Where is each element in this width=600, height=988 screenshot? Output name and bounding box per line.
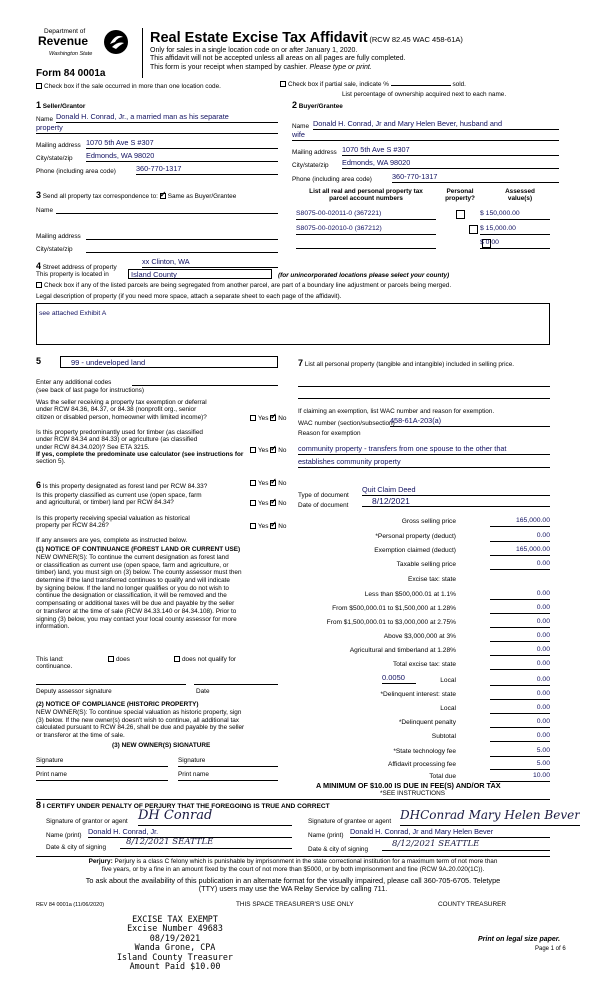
street-address-field[interactable]: xx Clinton, WA	[142, 258, 278, 268]
see-instructions-note: *SEE INSTRUCTIONS	[380, 790, 445, 797]
form-number: Form 84 0001a	[36, 68, 106, 79]
land-does-not-check[interactable]: does not qualify for	[174, 656, 236, 663]
seller-city-label: City/state/zip	[36, 155, 73, 162]
tax-row-value[interactable]: 0.00	[490, 604, 550, 614]
type-or-print: Please type or print.	[309, 63, 372, 71]
owner-print-field-1[interactable]	[36, 779, 168, 781]
assessed-value-1[interactable]: $ 150,000.00	[480, 210, 550, 220]
codes-note: (see back of last page for instructions)	[36, 387, 144, 394]
dor-logo	[34, 28, 134, 70]
parcel-number-3[interactable]	[296, 239, 436, 249]
additional-codes-label: Enter any additional codes	[36, 379, 112, 386]
segregation-check[interactable]: Check box if any of the listed parcels are being segregated from another parcel, are part of a boundary line adjustment or parcels being merged.	[36, 282, 451, 289]
minimum-due-note: A MINIMUM OF $10.00 IS DUE IN FEE(S) AND/OR TAX	[316, 781, 501, 790]
corr-mailing-field[interactable]	[86, 230, 278, 240]
buyer-address-field[interactable]: 1070 5th Ave S #307	[342, 146, 559, 156]
grantor-name-label: Name (print)	[46, 832, 82, 839]
tax-row-label: Exemption claimed (deduct)	[374, 547, 456, 554]
perjury-line-1: Perjury: Perjury is a class C felony which is punishable by imprisonment in the state correctional institution for a maximum term of not more than	[88, 858, 498, 865]
reason-field-2[interactable]: establishes community property	[298, 458, 550, 468]
new-owner-sig-title: (3) NEW OWNER(S) SIGNATURE	[112, 742, 211, 749]
grantor-name-field[interactable]: Donald H. Conrad, Jr.	[88, 828, 292, 838]
local-rate-field[interactable]: 0.0050	[382, 674, 416, 684]
buyer-address-label: Mailing address	[292, 149, 337, 156]
land-does-not-checkbox[interactable]	[174, 656, 180, 662]
owner-signature-label-1: Signature	[36, 757, 64, 764]
deputy-signature-label: Deputy assessor signature	[36, 688, 112, 695]
deputy-date-line[interactable]	[194, 683, 278, 685]
partial-sale-checkbox[interactable]	[280, 81, 286, 87]
owner-signature-field-1[interactable]	[36, 765, 168, 767]
tax-row-value[interactable]: 0.00	[490, 646, 550, 656]
instruction-line-2: This affidavit will not be accepted unless all areas on all pages are fully completed.	[150, 55, 406, 63]
buyer-name-label: Name	[292, 123, 310, 130]
doc-type-label: Type of document	[298, 492, 349, 499]
header-instructions	[150, 47, 406, 72]
doc-type-field[interactable]: Quit Claim Deed	[362, 486, 550, 496]
assessed-value-2[interactable]: $ 15,000.00	[480, 225, 550, 235]
q1-no-checkbox[interactable]	[270, 415, 276, 421]
tax-row-value[interactable]: 0.00	[490, 560, 550, 570]
seller-heading: 1 Seller/Grantor	[36, 100, 86, 110]
q2-answers: Yes ✓ No	[250, 447, 286, 454]
forest-land-q: 6 Is this property designated as forest land per RCW 84.33?	[36, 480, 208, 490]
street-address-label: 4 Street address of property	[36, 261, 117, 271]
wac-number-field[interactable]: 458-61A-203(a)	[390, 417, 550, 427]
timber-q2: Is this property predominantly used for timber (as classified under RCW 84.34 and 84.33) or agriculture (as classified under RCW 84.34.020)? See ETA 3215. If yes, complete the predominate use calculator (see instructions for section 5).	[36, 429, 244, 466]
corr-city-field[interactable]	[86, 243, 278, 253]
buyer-phone-field[interactable]: 360-770-1317	[392, 173, 559, 183]
deputy-date-label: Date	[196, 688, 210, 695]
reason-field-1[interactable]: community property - transfers from one spouse to the other that	[298, 445, 550, 455]
buyer-heading: 2 Buyer/Grantee	[292, 100, 343, 110]
tax-row-value[interactable]: 0.00	[490, 618, 550, 628]
land-use-select[interactable]: 99 - undeveloped land	[60, 356, 278, 368]
q2-yes-checkbox[interactable]	[250, 447, 256, 453]
owner-print-label-2: Print name	[178, 771, 209, 778]
tax-row-label: Affidavit processing fee	[387, 761, 456, 768]
grantee-sig-label: Signature of grantee or agent	[308, 818, 392, 825]
seller-address-field[interactable]: 1070 5th Ave S #307	[86, 139, 278, 149]
tax-row-label: Less than $500,000.01 at 1.1%	[364, 591, 456, 598]
tax-row-value[interactable]: 0.00	[490, 660, 550, 670]
current-use-q: Is this property classified as current use (open space, farm and agricultural, or timber) land per RCW 84.34?	[36, 492, 202, 507]
assessed-header: Assessed value(s)	[505, 188, 535, 203]
tax-row-value[interactable]: 165,000.00	[490, 517, 550, 527]
corr-name-field[interactable]	[56, 204, 278, 214]
current-use-no-checkbox[interactable]	[270, 500, 276, 506]
multi-location-checkbox[interactable]	[36, 83, 42, 89]
doc-date-label: Date of document	[298, 502, 349, 509]
tax-row-label: Gross selling price	[401, 518, 456, 525]
tax-row-label: From $1,500,000.01 to $3,000,000 at 2.75%	[326, 619, 456, 626]
exemption-claim-label: If claiming an exemption, list WAC number and reason for exemption.	[298, 408, 495, 415]
instruction-line-3: This form is your receipt when stamped by cashier. Please type or print.	[150, 63, 372, 71]
buyer-name-field-2[interactable]: wife	[292, 131, 559, 141]
corr-city-label: City/state/zip	[36, 246, 73, 253]
legal-description-field[interactable]: see attached Exhibit A	[36, 303, 550, 345]
current-use-answers: Yes ✓ No	[250, 500, 286, 507]
owner-signature-field-2[interactable]	[178, 765, 278, 767]
grantee-signature[interactable]: DHConrad Mary Helen Bever	[400, 806, 580, 826]
seller-phone-label: Phone (including area code)	[36, 168, 116, 175]
forest-no-checkbox[interactable]	[270, 480, 276, 486]
tax-row-label: Agricultural and timberland at 1.28%	[349, 647, 456, 654]
treasurer-stamp: EXCISE TAX EXEMPT Excise Number 49683 08/19/2021 Wanda Grone, CPA Island County Treasurer Amount Paid $10.00	[117, 914, 233, 972]
grantor-signature[interactable]: DH Conrad	[138, 808, 292, 826]
tax-row-label: Subtotal	[431, 733, 456, 740]
correspondence-heading: 3 Send all property tax correspondence to: ✓ Same as Buyer/Grantee	[36, 190, 236, 200]
rcw-text: (RCW 82.45 WAC 458-61A)	[369, 35, 463, 44]
revenue-text: Revenue	[38, 34, 89, 48]
forest-answers: Yes ✓ No	[250, 480, 286, 487]
revision-label: REV 84 0001a (11/06/2020)	[36, 902, 105, 908]
partial-pct-field[interactable]	[391, 85, 451, 86]
historic-q: Is this property receiving special valuation as historical property per RCW 84.26?	[36, 515, 190, 530]
tax-row-label: Total due	[429, 773, 456, 780]
wa-logo-icon	[102, 28, 130, 56]
historic-no-checkbox[interactable]	[270, 523, 276, 529]
q2-no-checkbox[interactable]	[270, 447, 276, 453]
tax-row-value[interactable]: 0.00	[490, 704, 550, 714]
answers-instruction: If any answers are yes, complete as instructed below.	[36, 537, 188, 544]
parcel-number-1[interactable]: S8075-00-02011-0 (367221)	[296, 210, 436, 220]
tax-row-label: Excise tax: state	[407, 576, 456, 583]
grantee-name-field[interactable]: Donald H. Conrad, Jr and Mary Helen Bever	[350, 828, 550, 838]
land-use-heading: 5	[36, 356, 42, 366]
seller-name-field[interactable]: Donald H. Conrad, Jr., a married man as his separate	[56, 113, 278, 123]
certification-heading: 8 I CERTIFY UNDER PENALTY OF PERJURY THAT THE FOREGOING IS TRUE AND CORRECT	[36, 800, 330, 810]
tax-row-value[interactable]: 0.00	[490, 590, 550, 600]
buyer-city-label: City/state/zip	[292, 162, 329, 169]
county-select[interactable]: Island County	[128, 269, 272, 279]
partial-sale-check[interactable]: Check box if partial sale, indicate % sold.	[280, 81, 466, 88]
historic-yes-checkbox[interactable]	[250, 523, 256, 529]
personal-checkbox-1[interactable]	[456, 210, 465, 219]
buyer-city-field[interactable]: Edmonds, WA 98020	[342, 159, 559, 169]
buyer-phone-label: Phone (including area code)	[292, 176, 372, 183]
personal-property-field-2[interactable]	[298, 397, 550, 399]
additional-codes-field[interactable]	[132, 376, 278, 386]
tax-row-label: Total excise tax: state	[392, 661, 456, 668]
seller-city-field[interactable]: Edmonds, WA 98020	[86, 152, 278, 162]
corr-mailing-label: Mailing address	[36, 233, 81, 240]
personal-header: Personal property?	[445, 188, 475, 203]
notice-continuance-title: (1) NOTICE OF CONTINUANCE (FOREST LAND OR CURRENT USE)	[36, 546, 241, 553]
forest-yes-checkbox[interactable]	[250, 480, 256, 486]
grantee-date-city-label: Date & city of signing	[308, 846, 369, 853]
perjury-text	[36, 858, 550, 873]
tax-row-value[interactable]: 5.00	[490, 747, 550, 757]
grantor-sig-label: Signature of grantor or agent	[46, 818, 128, 825]
accessibility-text: To ask about the availability of this publication in an alternate format for the visually impaired, please call 360-705-6705. Teletype (TTY) users may use the WA Relay Service by calling 711.	[85, 876, 501, 894]
tax-row-value[interactable]: 0.00	[490, 690, 550, 700]
owner-signature-label-2: Signature	[178, 757, 206, 764]
land-does-check[interactable]: does	[108, 656, 130, 663]
tax-row-label: From $500,000.01 to $1,500,000 at 1.28%	[332, 605, 456, 612]
tax-row-label: *Delinquent penalty	[398, 719, 456, 726]
wac-number-label: WAC number (section/subsection)	[298, 420, 395, 427]
tax-row-value[interactable]: 0.00	[490, 532, 550, 542]
tax-row-label: *Personal property (deduct)	[375, 533, 456, 540]
county-treasurer-label: COUNTY TREASURER	[438, 901, 506, 908]
historic-answers: Yes ✓ No	[250, 523, 286, 530]
notice-compliance-title: (2) NOTICE OF COMPLIANCE (HISTORIC PROPERTY)	[36, 701, 199, 708]
parcel-header: List all real and personal property tax parcel account numbers	[309, 188, 423, 203]
legal-description-label: Legal description of property (if you need more space, attach a separate sheet to each page of the affidavit).	[36, 293, 342, 300]
perjury-rule	[36, 856, 550, 857]
page-number: Page 1 of 6	[535, 946, 566, 952]
list-pct-note: List percentage of ownership acquired next to each name.	[342, 91, 507, 98]
tax-row-value[interactable]: 10.00	[490, 772, 550, 782]
corr-name-label: Name	[36, 207, 54, 214]
title-text: Real Estate Excise Tax Affidavit	[150, 30, 368, 46]
unincorporated-note: (for unincorporated locations please select your county)	[278, 272, 450, 279]
washington-state-text: Washington State	[49, 51, 93, 57]
tax-row-value[interactable]: 5.00	[490, 760, 550, 770]
land-does-checkbox[interactable]	[108, 656, 114, 662]
seller-name-field-2[interactable]: property	[36, 124, 278, 134]
grantee-name-label: Name (print)	[308, 832, 344, 839]
notice-compliance-body: NEW OWNER(S): To continue special valuation as historic property, sign (3) below. If the new owner(s) doesn't wish to continue, all additional tax calculated pursuant to RCW 84.26, shall be due and payable by the seller or transferor at the time of sale.	[36, 709, 245, 740]
assessed-value-3[interactable]: $ 0.00	[480, 239, 550, 249]
deputy-signature-line[interactable]	[36, 683, 186, 685]
personal-property-field-1[interactable]	[298, 385, 550, 387]
notice-continuance-body: NEW OWNER(S): To continue the current designation as forest land or classification as current use (open space, farm and agriculture, or timber) land, you must sign on (3) below. The county assessor must then determine if the land transferred continues to qualify and will indicate by signing below. If the land no longer qualifies or you do not wish to continue the designation or classification, it will be removed and the compensating or additional taxes will be due and payable by the seller or transferor at the time of sale (RCW 84.33.140 or 84.34.108). Prior to signing (3) below, you may contact your local county assessor for more information.	[36, 554, 242, 631]
tax-row-label: *State technology fee	[393, 748, 456, 755]
seller-phone-field[interactable]: 360-770-1317	[136, 165, 278, 175]
reason-label: Reason for exemption	[298, 430, 361, 437]
dept-of-text: Department of	[44, 28, 86, 35]
this-land-label: This land: continuance.	[36, 656, 73, 671]
grantee-date-city-field[interactable]: 8/12/2021 SEATTLE	[382, 840, 550, 851]
grantor-date-city-field[interactable]: 8/12/2021 SEATTLE	[120, 838, 292, 849]
treasurer-use-label: THIS SPACE TREASURER'S USE ONLY	[236, 901, 354, 908]
tax-row-value[interactable]: 165,000.00	[490, 546, 550, 556]
grantor-date-city-label: Date & city of signing	[46, 844, 107, 851]
exemption-q1: Was the seller receiving a property tax exemption or deferral under RCW 84.36, 84.37, or 84.38 (nonprofit org., senior citizen or disabled person, homeowner with limited income)?	[36, 399, 207, 421]
tax-row-label: Above $3,000,000 at 3%	[383, 633, 456, 640]
tax-row-label: *Delinquent interest: state	[380, 691, 456, 698]
header-divider	[142, 28, 143, 78]
current-use-yes-checkbox[interactable]	[250, 500, 256, 506]
seller-name-label: Name	[36, 116, 54, 123]
owner-print-label-1: Print name	[36, 771, 67, 778]
tax-row-label: Taxable selling price	[396, 561, 456, 568]
form-title	[150, 30, 463, 47]
personal-checkbox-2[interactable]	[469, 225, 478, 234]
q1-answers: Yes ✓ No	[250, 415, 286, 422]
instruction-line-1: Only for sales in a single location code on or after January 1, 2020.	[150, 47, 358, 54]
tax-row-label: Local	[440, 705, 456, 712]
perjury-line-2: five years, or by a fine in an amount fixed by the court of not more than $5000, or by both imprisonment and fine (RCW 9A.20.020(1C)).	[101, 865, 485, 873]
personal-property-label: 7 List all personal property (tangible and intangible) included in selling price.	[298, 358, 515, 368]
tax-row-value[interactable]: 0.00	[490, 676, 550, 686]
legal-size-note: Print on legal size paper.	[478, 936, 561, 943]
parcel-number-2[interactable]: S8075-00-02010-0 (367212)	[296, 225, 436, 235]
tax-row-value[interactable]: 0.00	[490, 632, 550, 642]
same-as-buyer-checkbox[interactable]	[160, 193, 166, 199]
doc-date-field[interactable]: 8/12/2021	[362, 497, 550, 507]
owner-print-field-2[interactable]	[178, 779, 278, 781]
q1-yes-checkbox[interactable]	[250, 415, 256, 421]
tax-row-value[interactable]: 0.00	[490, 732, 550, 742]
segregation-checkbox[interactable]	[36, 282, 42, 288]
multi-location-check[interactable]: Check box if the sale occurred in more than one location code.	[36, 83, 221, 90]
tax-row-label: Local	[440, 677, 456, 684]
located-in-label: This property is located in	[36, 271, 109, 278]
tax-row-value[interactable]: 0.00	[490, 718, 550, 728]
seller-address-label: Mailing address	[36, 142, 81, 149]
buyer-name-field[interactable]: Donald H. Conrad, Jr and Mary Helen Bever, husband and	[313, 120, 559, 130]
